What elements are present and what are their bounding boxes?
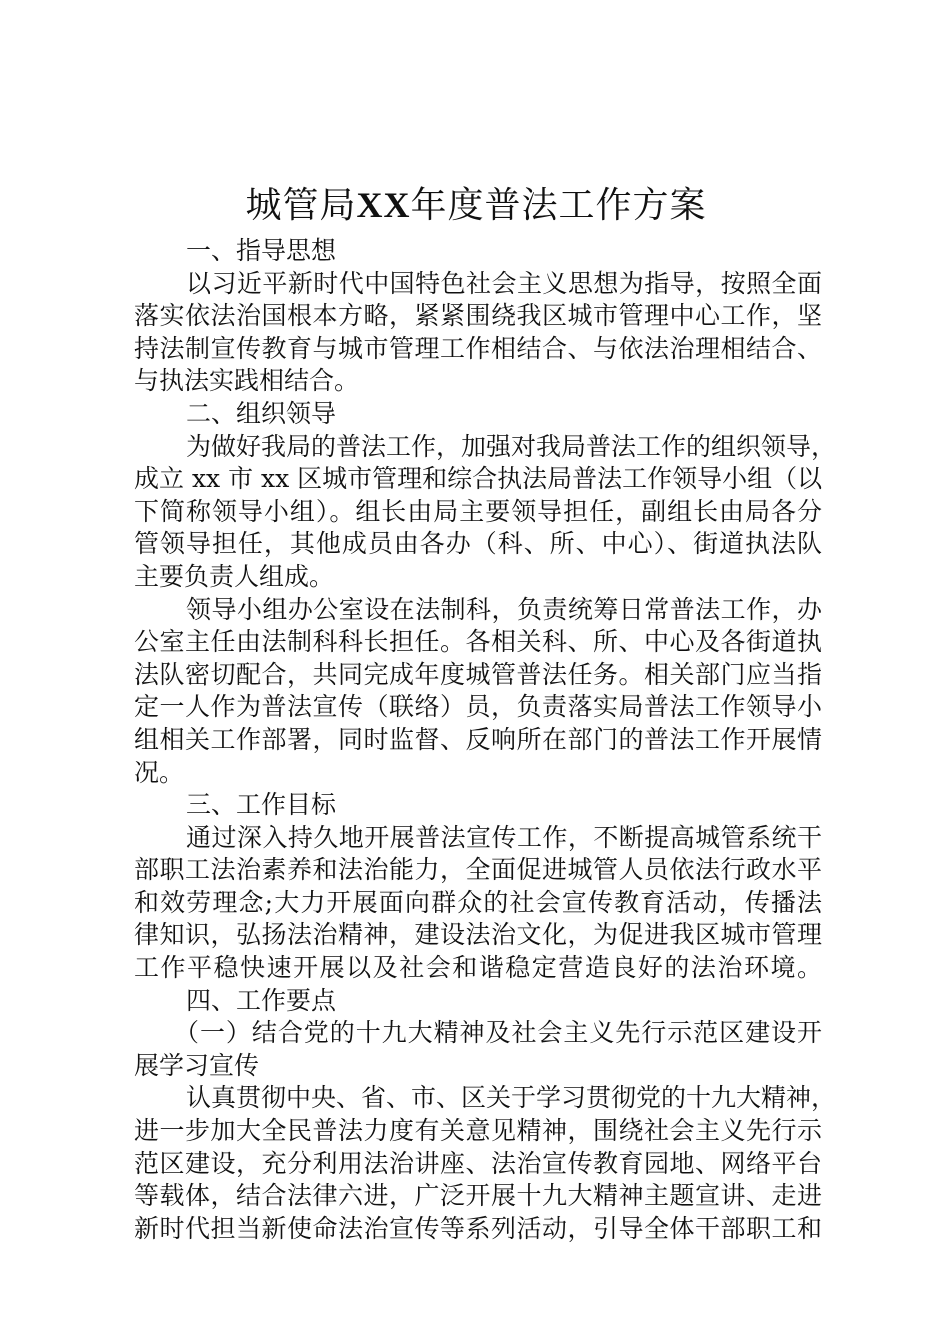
paragraph-line: 组相关工作部署，同时监督、反响所在部门的普法工作开展情	[134, 724, 822, 754]
paragraph-last-line: 主要负责人组成。	[134, 561, 335, 591]
section-heading: 二、组织领导	[186, 398, 337, 428]
subheading-line: （一）结合党的十九大精神及社会主义先行示范区建设开	[174, 1018, 822, 1048]
paragraph-last-line: 与执法实践相结合。	[134, 366, 360, 396]
title-latin: XX	[356, 185, 411, 225]
paragraph-line: 持法制宣传教育与城市管理工作相结合、与依法治理相结合、	[134, 333, 822, 363]
paragraph-line: 法队密切配合，共同完成年度城管普法任务。相关部门应当指	[134, 659, 822, 689]
paragraph-first-line: 认真贯彻中央、省、市、区关于学习贯彻党的十九大精神，	[186, 1083, 837, 1113]
paragraph-last-line: 展学习宣传	[134, 1050, 260, 1080]
paragraph-line: 定一人作为普法宣传（联络）员，负责落实局普法工作领导小	[134, 692, 822, 722]
section-heading: 一、指导思想	[186, 236, 337, 265]
paragraph-line: 部职工法治素养和法治能力，全面促进城管人员依法行政水平	[134, 855, 822, 885]
document-body	[134, 235, 837, 1245]
paragraph-line: 成立 xx 市 xx 区城市管理和综合执法局普法工作领导小组（以	[134, 464, 823, 494]
paragraph-first-line: 以习近平新时代中国特色社会主义思想为指导，按照全面	[186, 268, 822, 298]
paragraph-line: 落实依法治国根本方略，紧紧围绕我区城市管理中心工作，坚	[134, 301, 822, 331]
document-title	[130, 180, 822, 231]
paragraph-line: 工作平稳快速开展以及社会和谐稳定营造良好的法治环境。	[134, 953, 822, 983]
paragraph-line: 等载体，结合法律六进，广泛开展十九大精神主题宣讲、走进	[134, 1181, 822, 1211]
section-heading: 三、工作目标	[186, 790, 337, 820]
paragraph-first-line: 领导小组办公室设在法制科，负责统筹日常普法工作，办	[186, 594, 822, 624]
paragraph-line: 管领导担任，其他成员由各办（科、所、中心）、街道执法队	[134, 529, 822, 559]
paragraph-last-line: 况。	[134, 757, 185, 787]
section-heading: 四、工作要点	[186, 985, 337, 1015]
paragraph-line: 范区建设，充分利用法治讲座、法治宣传教育园地、网络平台	[134, 1148, 822, 1178]
paragraph-line: 律知识，弘扬法治精神，建设法治文化，为促进我区城市管理	[134, 920, 822, 950]
paragraph-first-line: 为做好我局的普法工作，加强对我局普法工作的组织领导，	[186, 431, 837, 461]
paragraph-line: 公室主任由法制科科长担任。各相关科、所、中心及各街道执	[134, 627, 822, 657]
document-page	[134, 180, 837, 1245]
paragraph-first-line: 通过深入持久地开展普法宣传工作，不断提高城管系统干	[186, 822, 822, 852]
paragraph-line: 进一步加大全民普法力度有关意见精神，围绕社会主义先行示	[134, 1116, 822, 1146]
paragraph-line: 和效劳理念;大力开展面向群众的社会宣传教育活动，传播法	[134, 887, 822, 917]
paragraph-line: 下简称领导小组）。组长由局主要领导担任，副组长由局各分	[134, 496, 822, 526]
paragraph-line: 新时代担当新使命法治宣传等系列活动，引导全体干部职工和	[134, 1213, 822, 1243]
title-suffix: 年度普法工作方案	[410, 185, 707, 226]
title-prefix: 城管局	[245, 185, 357, 226]
